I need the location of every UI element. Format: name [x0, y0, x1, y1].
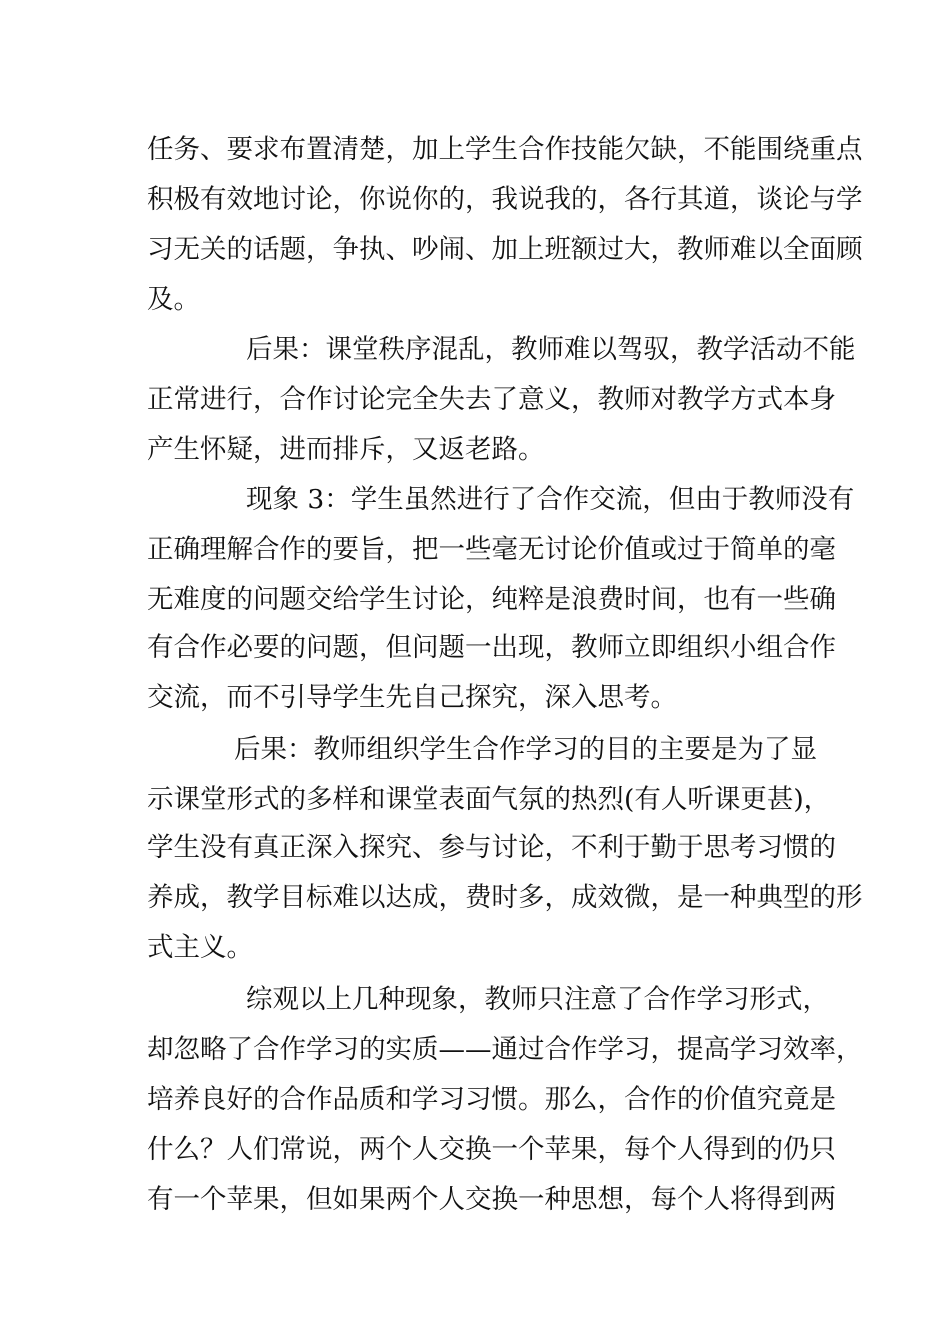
text-line: 任务、要求布置清楚，加上学生合作技能欠缺，不能围绕重点 — [147, 134, 863, 165]
text-line: 交流，而不引导学生先自己探究，深入思考。 — [147, 682, 677, 713]
text-line: 有合作必要的问题，但问题一出现，教师立即组织小组合作 — [147, 632, 836, 663]
text-line: 示课堂形式的多样和课堂表面气氛的热烈(有人听课更甚)， — [147, 784, 831, 815]
text-line: 培养良好的合作品质和学习习惯。那么，合作的价值究竟是 — [147, 1084, 836, 1115]
text-line: 正常进行，合作讨论完全失去了意义，教师对教学方式本身 — [147, 384, 836, 415]
text-line: 学生没有真正深入探究、参与讨论，不利于勤于思考习惯的 — [147, 832, 836, 863]
text-line: 正确理解合作的要旨，把一些毫无讨论价值或过于简单的毫 — [147, 534, 836, 565]
text-line: 却忽略了合作学习的实质——通过合作学习，提高学习效率， — [147, 1034, 863, 1065]
text-line: 产生怀疑，进而排斥，又返老路。 — [147, 434, 545, 465]
text-line: 后果：教师组织学生合作学习的目的主要是为了显 — [234, 734, 817, 765]
text-line: 式主义。 — [147, 932, 253, 963]
text-line: 综观以上几种现象，教师只注意了合作学习形式， — [246, 984, 829, 1015]
text-line: 什么？人们常说，两个人交换一个苹果，每个人得到的仍只 — [147, 1134, 836, 1165]
text-line: 后果：课堂秩序混乱，教师难以驾驭，教学活动不能 — [246, 334, 856, 365]
text-line: 习无关的话题，争执、吵闹、加上班额过大，教师难以全面顾 — [147, 234, 863, 265]
text-line: 及。 — [147, 284, 200, 315]
text-line: 积极有效地讨论，你说你的，我说我的，各行其道，谈论与学 — [147, 184, 863, 215]
text-line: 现象 3：学生虽然进行了合作交流，但由于教师没有 — [246, 484, 855, 515]
text-line: 养成，教学目标难以达成，费时多，成效微，是一种典型的形 — [147, 882, 863, 913]
text-line: 无难度的问题交给学生讨论，纯粹是浪费时间，也有一些确 — [147, 584, 836, 615]
text-line: 有一个苹果，但如果两个人交换一种思想，每个人将得到两 — [147, 1184, 836, 1215]
